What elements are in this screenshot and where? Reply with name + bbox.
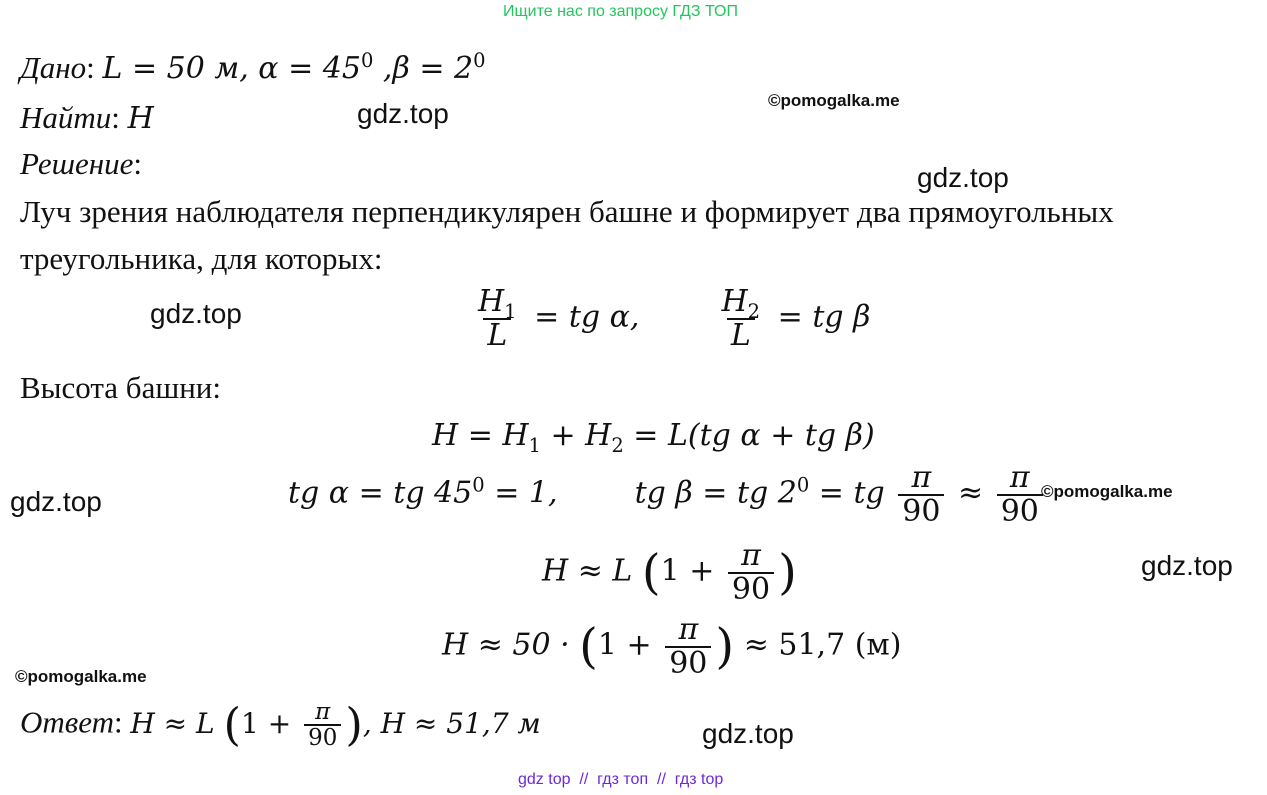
degree-sup: 0 [796, 473, 810, 497]
tangent-values-formula [288, 462, 1047, 527]
answer-label: Ответ [20, 704, 114, 740]
degree-sup: 0 [472, 473, 485, 497]
ninety: 90 [728, 572, 774, 606]
fraction-h1-over-l [474, 286, 521, 351]
subscript-1: 1 [504, 300, 517, 323]
sum-part-c: = L(tg α + tg β) [623, 418, 875, 453]
tg-beta-part-b: = tg [809, 475, 885, 511]
pi-symbol: π [741, 538, 761, 573]
given-label: Дано [20, 50, 87, 85]
answer-line: Ответ: H ≈ L (1 + $\frac{\pi}{90}$ ), H ≈ 51,7 м [20, 697, 541, 752]
footer-links[interactable]: gdz top // гдз топ // гдз top [518, 771, 724, 788]
calc-part-a: H ≈ 50 · [442, 627, 570, 663]
calc-result: ≈ 51,7 (м) [743, 627, 902, 663]
numerator-h2: H [721, 284, 748, 319]
gdz-watermark: gdz.top [10, 486, 102, 517]
numerator-h1: H [478, 284, 505, 319]
pomogalka-watermark: ©pomogalka.me [15, 667, 147, 686]
gdz-watermark: gdz.top [702, 718, 794, 749]
right-paren: ) [778, 544, 797, 601]
denominator-l: L [487, 317, 508, 353]
left-paren: ( [579, 618, 598, 675]
solution-paragraph-line-2: треугольника, для которых: [20, 241, 383, 276]
gdz-watermark: gdz.top [357, 98, 449, 129]
sum-part-a: H = H [432, 418, 529, 453]
pi-symbol: π [1009, 460, 1030, 495]
answer-expr-b: , H ≈ 51,7 м [362, 706, 541, 740]
fraction-pi-over-90 [728, 540, 774, 605]
left-paren: ( [223, 697, 242, 751]
fraction-pi-over-90 [665, 614, 711, 679]
pi-symbol: π [678, 612, 699, 647]
solution-label: Решение [20, 146, 134, 181]
ratio-formulas [470, 286, 870, 351]
given-line: Дано: L = 50 м, $\alpha = 45^0$ $,\beta = 2^0$ [20, 49, 486, 86]
subscript-1: 1 [528, 434, 541, 457]
subscript-2: 2 [611, 434, 624, 457]
answer-expr-a: H ≈ L [130, 706, 215, 740]
find-line: Найти: H [20, 100, 154, 136]
fraction-pi-over-90 [304, 700, 341, 750]
height-sum-formula [432, 418, 875, 457]
top-banner[interactable]: Ищите нас по запросу ГДЗ ТОП [503, 3, 738, 20]
solution-heading: Решение: [20, 146, 142, 181]
ninety: 90 [304, 724, 341, 750]
fraction-pi-over-90 [997, 462, 1043, 527]
one-plus: 1 + [660, 553, 715, 589]
subscript-2: 2 [747, 300, 761, 323]
sum-part-b: + H [540, 418, 612, 453]
height-label: Высота башни: [20, 370, 221, 405]
given-beta: ,β = 2 [382, 51, 474, 86]
h-approx-l: H ≈ L [542, 553, 633, 589]
one-plus: 1 + [241, 706, 292, 740]
tg-beta-eq: = tg β [777, 299, 871, 335]
height-approx-formula [542, 540, 797, 605]
right-paren: ) [715, 618, 735, 675]
one-plus: 1 + [597, 627, 652, 663]
denominator-l: L [730, 317, 751, 353]
given-alpha: α = 45 [258, 51, 361, 86]
pi-symbol: π [911, 460, 932, 495]
tg-beta-part-a: tg β = tg 2 [634, 475, 797, 511]
fraction-pi-over-90 [898, 462, 944, 527]
left-paren: ( [641, 544, 661, 601]
given-beta-degree: 0 [473, 49, 486, 72]
approx-sign: ≈ [958, 475, 984, 511]
ninety: 90 [665, 646, 711, 680]
pomogalka-watermark: ©pomogalka.me [768, 91, 900, 110]
tg-alpha-part-a: tg α = tg 45 [288, 475, 473, 511]
fraction-h2-over-l [718, 286, 765, 351]
find-label: Найти [20, 100, 112, 135]
given-length: L = 50 м, [102, 51, 249, 86]
gdz-watermark: gdz.top [1141, 550, 1233, 581]
pi-symbol: π [315, 699, 331, 725]
gdz-watermark: gdz.top [917, 162, 1009, 193]
given-alpha-degree: 0 [360, 49, 374, 72]
tg-alpha-part-b: = 1, [484, 475, 558, 511]
find-value: H [127, 101, 154, 136]
height-calculation [442, 614, 901, 679]
ninety: 90 [997, 494, 1043, 528]
tg-alpha-eq: = tg α, [534, 299, 640, 335]
solution-paragraph-line-1: Луч зрения наблюдателя перпендикулярен башне и формирует два прямоугольных [20, 194, 1114, 229]
right-paren: ) [345, 697, 363, 751]
pomogalka-watermark: ©pomogalka.me [1041, 482, 1173, 501]
ninety: 90 [898, 494, 944, 528]
gdz-watermark: gdz.top [150, 298, 242, 329]
